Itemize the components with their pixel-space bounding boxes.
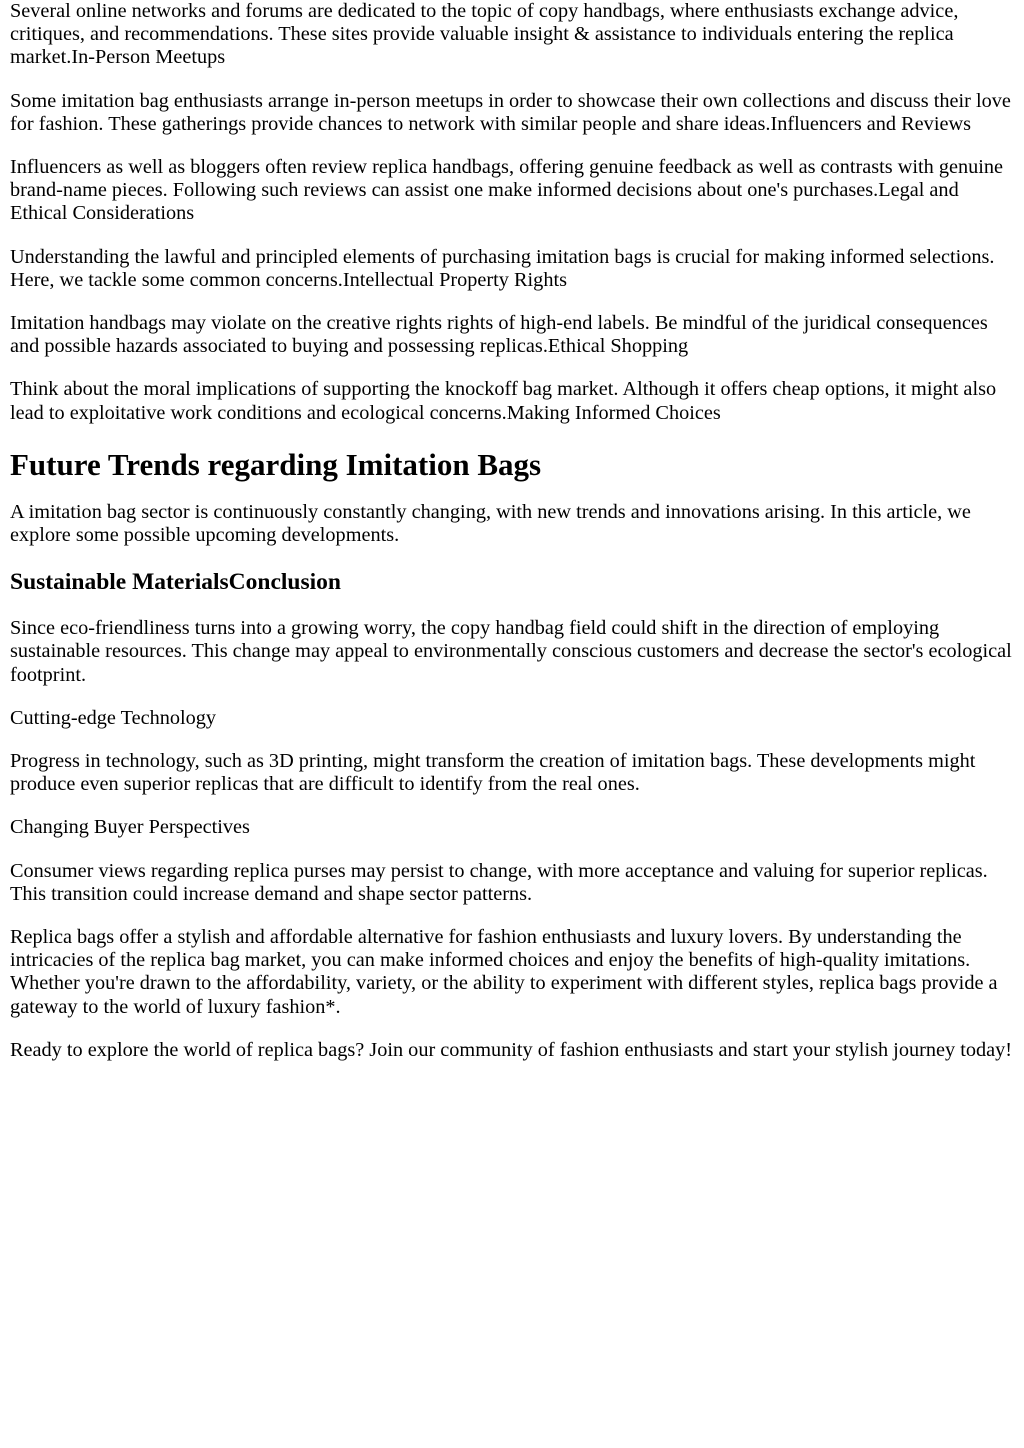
heading-future-trends: Future Trends regarding Imitation Bags [10,446,542,482]
paragraph-legal: Understanding the lawful and principled elements of purchasing imitation bags is crucial for making informed selections. Here, we tackle some common concerns.Intellectual Property Rights [10,245,995,291]
paragraph-ip-rights: Imitation handbags may violate on the creative rights rights of high-end labels. Be mindful of the juridical consequences and possible hazards associated to buying and possessing replicas.Ethical Shopping [10,312,988,358]
paragraph-ethical-shopping: Think about the moral implications of supporting the knockoff bag market. Although it offers cheap options, it might also lead to exploitative work conditions and ecological concerns.Making Informed Choices [10,378,997,424]
paragraph-technology: Progress in technology, such as 3D printing, might transform the creation of imitation bags. These developments might produce even superior replicas that are difficult to identify from the real ones. [10,750,976,796]
paragraph-sustainable: Since eco-friendliness turns into a growing worry, the copy handbag field could shift in the direction of employing sustainable resources. This change may appeal to environmentally conscious customers and decrease the sector's ecological footprint. [10,617,1012,686]
subheading-sustainable-materials: Sustainable MaterialsConclusion [10,569,341,596]
paragraph-meetups: Some imitation bag enthusiasts arrange in-person meetups in order to showcase their own collections and discuss their love for fashion. These gatherings provide chances to network with similar people and share ideas.Influencers and Reviews [10,89,1011,135]
paragraph-influencers: Influencers as well as bloggers often review replica handbags, offering genuine feedback as well as contrasts with genuine brand-name pieces. Following such reviews can assist one make informed decisions about one's purchases.Legal and Ethical Considerations [10,156,1004,225]
paragraph-conclusion: Replica bags offer a stylish and affordable alternative for fashion enthusiasts and luxury lovers. By understanding the intricacies of the replica bag market, you can make informed choices and enjoy the benefits of high-quality imitations. Whether you're drawn to the affordability, variety, or the ability to experiment with different styles, replica bags provide a gateway to the world of luxury fashion*. [10,926,998,1018]
paragraph-call-to-action: Ready to explore the world of replica bags? Join our community of fashion enthusiasts and start your stylish journey today! [10,1038,1013,1061]
paragraph-consumer-views: Consumer views regarding replica purses may persist to change, with more acceptance and valuing for superior replicas. This transition could increase demand and shape sector patterns. [10,859,988,905]
label-cutting-edge-technology: Cutting-edge Technology [10,706,217,729]
label-changing-buyer-perspectives: Changing Buyer Perspectives [10,816,250,839]
paragraph-online-networks: Several online networks and forums are dedicated to the topic of copy handbags, where enthusiasts exchange advice, critiques, and recommendations. These sites provide valuable insight & assistance to individuals entering the replica market.In-Person Meetups [10,0,959,69]
paragraph-future-intro: A imitation bag sector is continuously constantly changing, with new trends and innovations arising. In this article, we explore some possible upcoming developments. [10,500,971,547]
